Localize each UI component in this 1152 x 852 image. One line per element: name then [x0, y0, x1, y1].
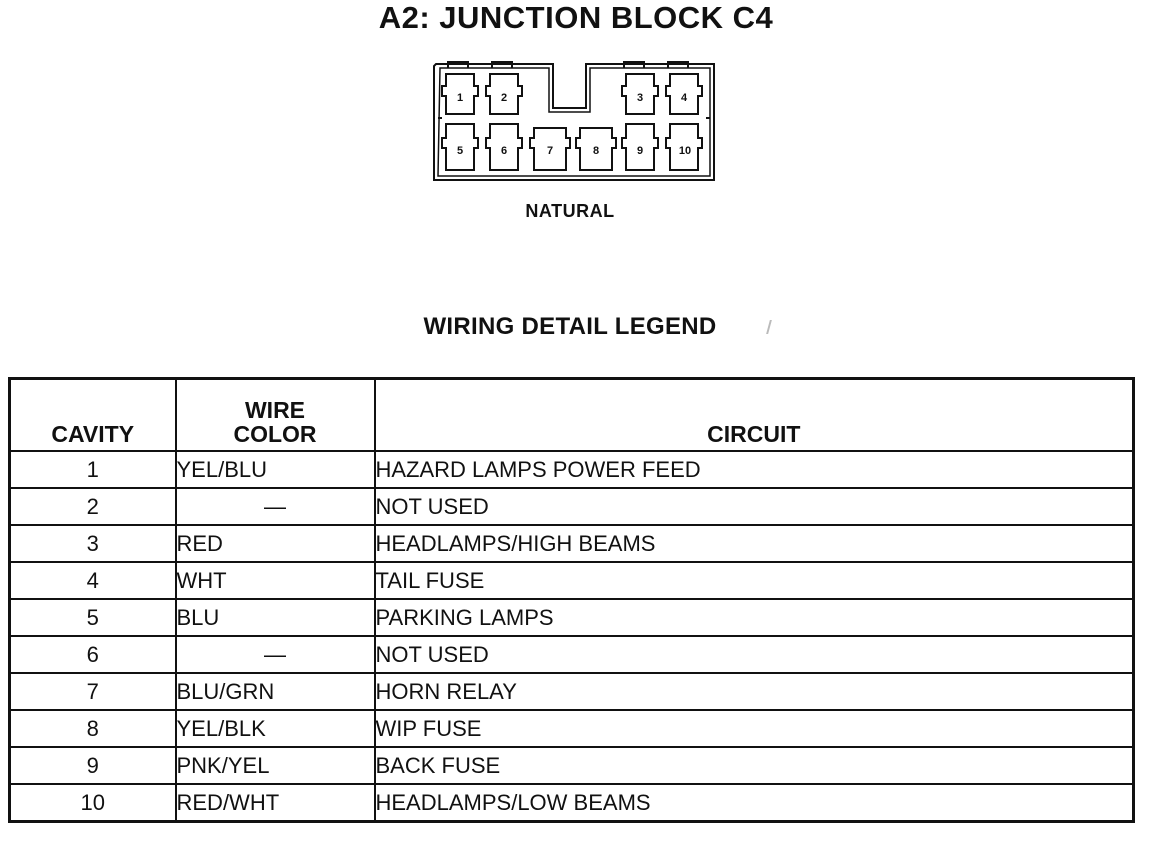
pin-label-4: 4: [680, 92, 688, 104]
cavity-cell: 9: [10, 747, 176, 784]
pin-label-5: 5: [456, 145, 464, 157]
header-cavity: CAVITY: [10, 379, 176, 452]
circuit-cell: HORN RELAY: [375, 673, 1134, 710]
wire-color-cell: PNK/YEL: [176, 747, 375, 784]
cavity-cell: 10: [10, 784, 176, 822]
wire-color-cell: BLU/GRN: [176, 673, 375, 710]
wire-color-cell: —: [176, 488, 375, 525]
circuit-cell: TAIL FUSE: [375, 562, 1134, 599]
pin-label-2: 2: [500, 92, 508, 104]
table-row: [10, 710, 1134, 747]
circuit-cell: NOT USED: [375, 636, 1134, 673]
circuit-cell: NOT USED: [375, 488, 1134, 525]
wire-color-cell: YEL/BLK: [176, 710, 375, 747]
header-wire-color-line1: WIRE: [244, 397, 306, 423]
table-row: [10, 673, 1134, 710]
circuit-cell: BACK FUSE: [375, 747, 1134, 784]
cavity-cell: 8: [10, 710, 176, 747]
wire-color-cell: RED: [176, 525, 375, 562]
connector-diagram: [428, 58, 720, 188]
table-row: [10, 599, 1134, 636]
circuit-cell: HEADLAMPS/HIGH BEAMS: [375, 525, 1134, 562]
pin-label-6: 6: [500, 145, 508, 157]
table-row: [10, 747, 1134, 784]
cavity-cell: 3: [10, 525, 176, 562]
table-row: [10, 488, 1134, 525]
circuit-cell: PARKING LAMPS: [375, 599, 1134, 636]
cavity-cell: 7: [10, 673, 176, 710]
connector-color-label: NATURAL: [525, 201, 615, 221]
wiring-legend-table: [8, 377, 1135, 823]
cavity-cell: 6: [10, 636, 176, 673]
header-wire-color-line2: COLOR: [233, 421, 317, 447]
wire-color-cell: BLU: [176, 599, 375, 636]
pin-label-10: 10: [678, 145, 692, 157]
cavity-cell: 4: [10, 562, 176, 599]
circuit-cell: WIP FUSE: [375, 710, 1134, 747]
cavity-cell: 2: [10, 488, 176, 525]
header-circuit: CIRCUIT: [375, 379, 1134, 452]
circuit-cell: HAZARD LAMPS POWER FEED: [375, 451, 1134, 488]
connector-housing: [434, 64, 714, 180]
table-row: [10, 525, 1134, 562]
pin-label-7: 7: [546, 145, 554, 157]
legend-title: WIRING DETAIL LEGEND: [423, 313, 717, 340]
cavity-cell: 5: [10, 599, 176, 636]
wire-color-cell: RED/WHT: [176, 784, 375, 822]
pin-label-9: 9: [636, 145, 644, 157]
wire-color-cell: —: [176, 636, 375, 673]
page-title: A2: JUNCTION BLOCK C4: [378, 0, 774, 35]
wire-color-cell: WHT: [176, 562, 375, 599]
table-row: [10, 784, 1134, 822]
table-header-row: [10, 379, 1134, 452]
table-row: [10, 636, 1134, 673]
circuit-cell: HEADLAMPS/LOW BEAMS: [375, 784, 1134, 822]
table-row: [10, 562, 1134, 599]
pin-label-1: 1: [456, 92, 464, 104]
header-wire-color: [176, 379, 375, 452]
pin-label-3: 3: [636, 92, 644, 104]
cavity-cell: 1: [10, 451, 176, 488]
table-row: [10, 451, 1134, 488]
wire-color-cell: YEL/BLU: [176, 451, 375, 488]
pin-label-8: 8: [592, 145, 600, 157]
